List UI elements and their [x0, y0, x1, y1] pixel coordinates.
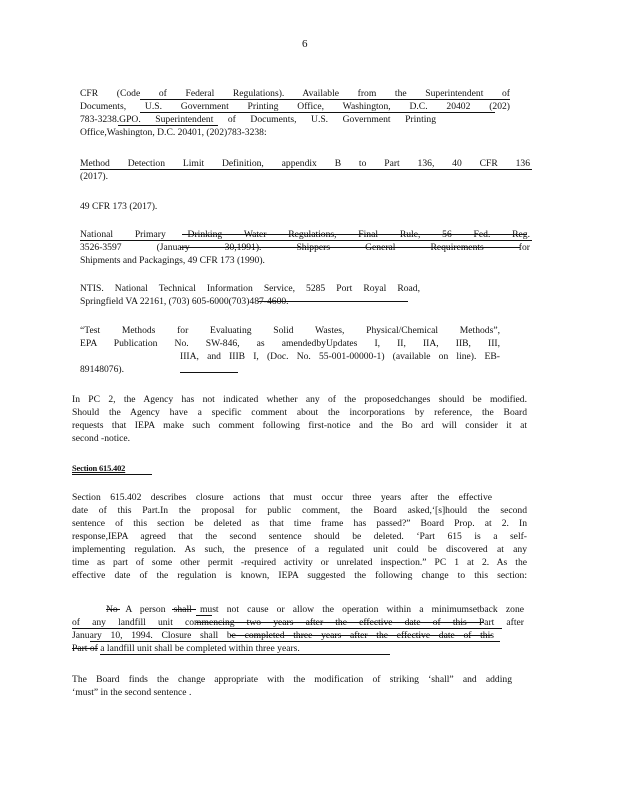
reference-mdl: [80, 157, 530, 183]
text-line: requests that IEPA make such comment following first-notice and the Bo ard will consider it at: [72, 420, 527, 431]
section-heading: Section 615.402: [72, 463, 126, 473]
strike-rule: [196, 622, 484, 623]
proposed-rule-text: [72, 603, 524, 655]
strike-rule: [172, 609, 196, 610]
text-line: second -notice.: [72, 433, 131, 444]
reference-sw846: [80, 324, 500, 376]
text-line: Shipments and Packagings, 49 CFR 173 (1990).: [80, 255, 265, 266]
strike-rule: [106, 609, 120, 610]
underline-rule: [80, 169, 532, 170]
text-line: Springfield VA 22161, (703) 605-6000(703)487-4600.: [80, 296, 289, 307]
underline-rule: [72, 474, 152, 475]
text-line: response,IEPA agreed that the second sentence should be deleted. ‘Part 615 is a self-: [72, 531, 527, 542]
paragraph-agency-comment: [72, 393, 527, 445]
text-line: 89148076).: [80, 364, 124, 375]
text-line: Documents, U.S. Government Printing Office, Washington, D.C. 20402 (202): [80, 101, 510, 112]
underline-rule: [180, 372, 238, 373]
text-line: effective date of the regulation is known, IEPA suggested the following change to this section:: [72, 570, 527, 581]
strike-rule: [230, 635, 492, 636]
paragraph-section-description: [72, 491, 527, 582]
text-line: 3526-3597 (January 30,1991). Shippers General Requirements for: [80, 242, 530, 253]
text-line: implementing regulation. As such, the presence of a regulated unit could be discovered at any: [72, 544, 527, 555]
underline-rule: [90, 641, 500, 642]
text-line: IIIA, and IIIB I, (Doc. No. 55-001-00000-1) (available on line). EB-: [180, 351, 500, 362]
underline-rule: [196, 615, 212, 616]
reference-ntis: [80, 282, 420, 308]
text-line: EPA Publication No. SW-846, as amendedbyUpdates I, II, IIA, IIB, III,: [80, 338, 500, 349]
text-line: of any landfill unit commencing two years after the effective date of this Part after: [72, 617, 524, 628]
text-line: sentence of this section be deleted as that time frame has passed?” Board Prop. at 2. In: [72, 518, 527, 529]
text-line: The Board finds the change appropriate with the modification of striking ‘shall” and adding: [72, 674, 512, 685]
reference-cfr: [80, 87, 510, 139]
text-line: ‘must” in the second sentence .: [72, 687, 192, 698]
text-line: NTIS. National Technical Information Service, 5285 Port Royal Road,: [80, 283, 420, 294]
text-line: CFR (Code of Federal Regulations). Available from the Superintendent of: [80, 88, 510, 99]
underline-rule: [72, 628, 502, 629]
text-line: Part of a landfill unit shall be completed within three years.: [72, 643, 300, 654]
underline-rule: [100, 654, 390, 655]
text-line: Section 615.402 describes closure actions that must occur three years after the effective: [72, 492, 492, 503]
underline-rule: [118, 125, 218, 126]
text-line: January 10, 1994. Closure shall be completed three years after the effective date of this: [72, 630, 494, 641]
underline-rule: [80, 240, 532, 241]
paragraph-board-finding: [72, 673, 512, 699]
text-line: National Primary Drinking Water Regulations, Final Rule, 56 Fed. Reg.: [80, 229, 530, 240]
text-line: No A person shall must not cause or allow the operation within a minimumsetback zone: [106, 604, 524, 615]
text-line: “Test Methods for Evaluating Solid Wastes, Physical/Chemical Methods”,: [80, 325, 500, 336]
text-line: (2017).: [80, 171, 108, 182]
strike-rule: [72, 648, 98, 649]
text-line: 783-3238.GPO. Superintendent of Documents, U.S. Government Printing: [80, 114, 436, 125]
text-line: date of this Part.In the proposal for public comment, the Board asked,‘[s]hould the second: [72, 505, 527, 516]
text-line: time as part of some other permit -required activity or unrelated inspection.” PC 1 at 2. As the: [72, 557, 527, 568]
text-line: In PC 2, the Agency has not indicated whether any of the proposedchanges should be modified.: [72, 394, 527, 405]
text-line: Should the Agency have a specific comment about the incorporations by reference, the Board: [72, 407, 527, 418]
reference-49cfr: [80, 200, 157, 213]
text-line: Method Detection Limit Definition, appendix B to Part 136, 40 CFR 136: [80, 158, 530, 169]
underline-rule: [140, 112, 495, 113]
strike-rule: [180, 247, 520, 248]
strike-rule: [182, 234, 527, 235]
page-number: 6: [302, 38, 308, 50]
underline-rule: [140, 99, 510, 100]
underline-rule: [258, 301, 408, 302]
text-line: Office,Washington, D.C. 20401, (202)783-3238:: [80, 127, 267, 138]
text-line: 49 CFR 173 (2017).: [80, 201, 158, 212]
